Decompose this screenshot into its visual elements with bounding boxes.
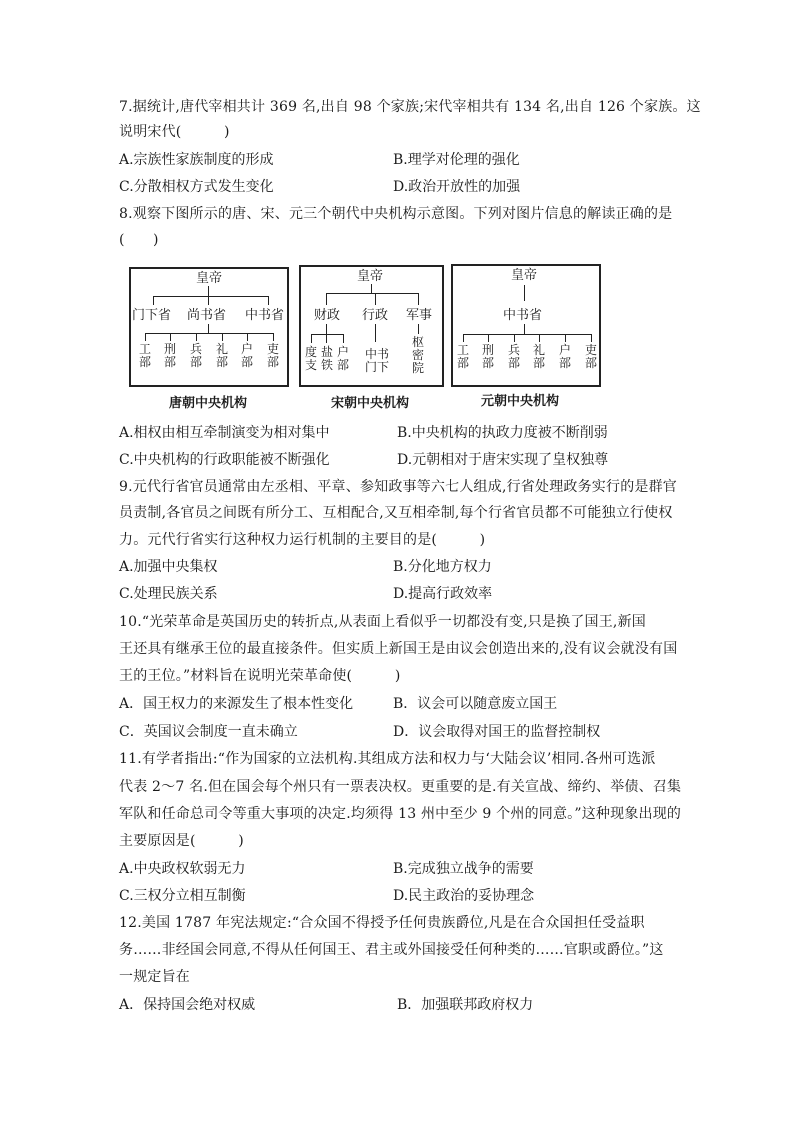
q8-option-d: D.元朝相对于唐宋实现了皇权独尊 [397,452,609,468]
q12-stem-line2: 务……非经国会同意,不得从任何国王、君主或外国接受任何种类的……官职或爵位。”这 [119,942,664,958]
q7-option-c: C.分散相权方式发生变化 [119,179,274,195]
q12-option-b: B．加强联邦政府权力 [397,997,534,1013]
tang-shangshu: 尚书省 [187,308,227,323]
yuan-ministry-xing: 刑部 [481,343,494,370]
q9-option-a: A.加强中央集权 [119,559,218,575]
q9-option-b: B.分化地方权力 [393,559,492,575]
q12-option-a: A．保持国会绝对权威 [119,997,256,1013]
q11-stem-line1: 11.有学者指出:“作为国家的立法机构.其组成方法和权力与‘大陆会议’相同.各州可选派 [119,751,656,767]
tang-menxia: 门下省 [132,308,172,323]
q7-stem-line2: 说明宋代( ) [119,124,230,140]
q8-option-a: A.相权由相互牵制演变为相对集中 [119,425,330,441]
yuan-ministry-hu: 户部 [558,343,571,370]
q11-stem-line4: 主要原因是( ) [119,833,244,849]
q10-option-c: C．英国议会制度一直未确立 [119,724,298,740]
q10-option-a: A．国王权力的来源发生了根本性变化 [119,696,354,712]
q11-option-d: D.民主政治的妥协理念 [393,888,535,904]
tang-caption: 唐朝中央机构 [169,396,248,411]
yuan-zhongshu: 中书省 [503,308,543,323]
q11-stem-line2: 代表 2～7 名.但在国会每个州只有一票表决权。更重要的是.有关宣战、缔约、举债、召集 [119,779,682,795]
song-emperor: 皇帝 [357,269,384,284]
song-military: 军事 [406,308,433,323]
song-shumi-yuan: 枢密院 [411,335,424,375]
yuan-caption: 元朝中央机构 [481,394,560,409]
tang-ministry-bing: 兵部 [189,342,202,369]
tang-ministry-xing: 刑部 [163,342,176,369]
q9-stem-line2: 员责制,各官员之间既有所分工、互相配合,又互相牵制,每个行省官员都不可能独立行使权 [119,505,673,521]
song-administration: 行政 [362,308,389,323]
yuan-ministry-gong: 工部 [456,343,469,370]
song-zhongshu-menxia: 中书门下 [364,347,389,374]
q11-option-b: B.完成独立战争的需要 [393,861,534,877]
q10-stem-line2: 王还具有继承王位的最直接条件。但实质上新国王是由议会创造出来的,没有议会就没有国 [119,641,678,657]
q9-option-d: D.提高行政效率 [393,586,493,602]
tang-ministry-hu: 户部 [240,342,253,369]
q11-option-a: A.中央政权软弱无力 [119,861,246,877]
q7-option-d: D.政治开放性的加强 [393,179,521,195]
song-finance: 财政 [314,308,341,323]
q11-option-c: C.三权分立相互制衡 [119,888,246,904]
q12-stem-line3: 一规定旨在 [119,969,190,985]
q7-option-b: B.理学对伦理的强化 [393,152,520,168]
song-yantie: 盐铁 [320,345,333,372]
q12-stem-line1: 12.美国 1787 年宪法规定:“合众国不得授予任何贵族爵位,凡是在合众国担任受益职 [119,915,645,931]
q8-option-c: C.中央机构的行政职能被不断强化 [119,452,330,468]
q8-stem-line1: 8.观察下图所示的唐、宋、元三个朝代中央机构示意图。下列对图片信息的解读正确的是 [119,206,673,222]
q9-stem-line1: 9.元代行省官员通常由左丞相、平章、参知政事等六七人组成,行省处理政务实行的是群官 [119,479,678,495]
yuan-emperor: 皇帝 [511,268,538,283]
q10-option-d: D．议会取得对国王的监督控制权 [393,724,601,740]
q10-option-b: B．议会可以随意废立国王 [393,696,558,712]
tang-ministry-li: 礼部 [215,342,228,369]
q9-stem-line3: 力。元代行省实行这种权力运行机制的主要目的是( ) [119,532,486,548]
q7-option-a: A.宗族性家族制度的形成 [119,152,274,168]
q7-stem-line1: 7.据统计,唐代宰相共计 369 名,出自 98 个家族;宋代宰相共有 134 名,出自 126 个家族。这 [119,99,701,115]
tang-zhongshu: 中书省 [245,308,285,323]
q8-stem-line2: ( ) [119,232,159,248]
song-hubu: 户部 [336,345,349,372]
tang-emperor: 皇帝 [196,271,223,286]
q11-stem-line3: 军队和任命总司令等重大事项的决定.均须得 13 州中至少 9 个州的同意。”这种现象出现的 [119,806,682,822]
yuan-ministry-li: 礼部 [532,343,545,370]
q9-option-c: C.处理民族关系 [119,586,218,602]
yuan-ministry-bing: 兵部 [507,343,520,370]
central-institutions-diagram [129,264,603,414]
q10-stem-line3: 王的王位。”材料旨在说明光荣革命使( ) [119,668,401,684]
yuan-ministry-lii: 吏部 [584,343,597,370]
tang-ministry-gong: 工部 [138,342,151,369]
song-caption: 宋朝中央机构 [331,396,410,411]
q8-option-b: B.中央机构的执政力度被不断削弱 [397,425,608,441]
tang-ministry-lii: 吏部 [266,342,279,369]
q10-stem-line1: 10.“光荣革命是英国历史的转折点,从表面上看似乎一切都没有变,只是换了国王,新国 [119,614,646,630]
song-duzhi: 度支 [304,345,317,372]
